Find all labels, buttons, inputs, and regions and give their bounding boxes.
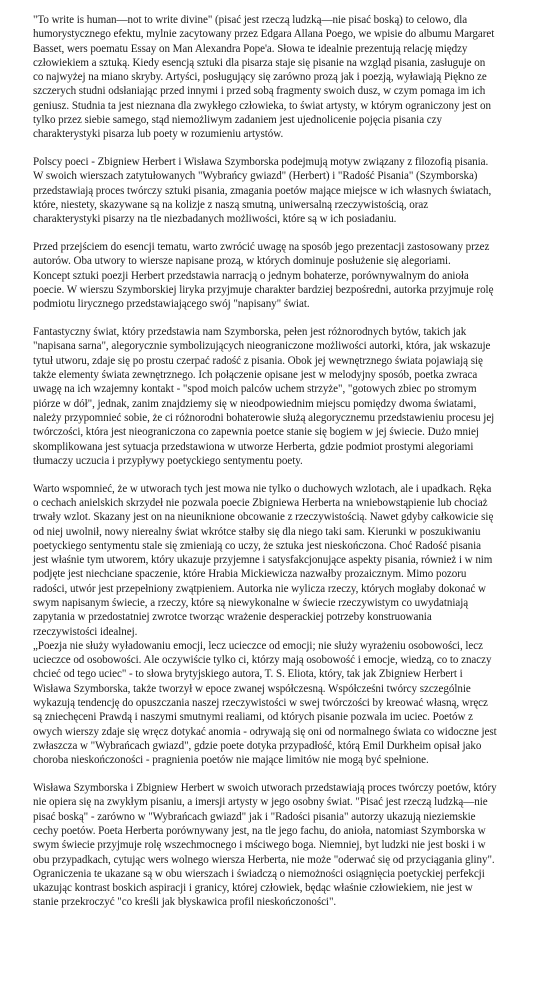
text-line: są zniechęceni Prawdą i naszymi smutnymi realiami, od których pisanie pozwala im uciec. Poetów z (33, 711, 474, 724)
text-line: ucieczce od osobowości. Ale oczywiście tylko ci, którzy mają osobowość i emocje, wiedzą, co to znaczy (33, 654, 492, 667)
text-line: Polscy poeci - Zbigniew Herbert i Wisława Szymborska podejmują motyw związany z filozofią pisania. (33, 156, 489, 169)
text-line: szczerych studni odsłaniając przed innymi i przed sobą fragmenty swoich dusz, w czym pomaga im ich (33, 85, 486, 98)
paragraph (33, 639, 543, 768)
text-line: co najwyżej na miano skryby. Artyści, posługujący się zarówno prozą jak i poezją, wyławiają Piękno ze (33, 71, 487, 84)
text-line: charakterystyki pisarzy na tle niezbadanych możliwości, które są w ich posiadaniu. (33, 213, 397, 226)
paragraph (33, 781, 543, 910)
text-line: charakterystyki pisarza lub poety w rozumieniu artystów. (33, 128, 284, 141)
text-line: "To write is human—not to write divine" (pisać jest rzeczą ludzką—nie pisać boską) to celowo, dla (33, 14, 468, 26)
text-line: geniusz. Studnia ta jest nieznana dla zwykłego człowieka, to świat artysty, w którym ograniczony jest on (33, 99, 491, 112)
text-line: rzeczywistości idealnej. (33, 625, 138, 638)
paragraph (33, 240, 543, 311)
text-line: Wisława Szymborska i Zbigniew Herbert w swoich utworach przedstawiają proces twórczy poetów, który (33, 782, 497, 795)
text-line: swym napisanym świecie, a rzeczy, które są niewykonalne w świecie rzeczywistym co uwydatniają (33, 596, 469, 609)
text-line: Fantastyczny świat, który przedstawia nam Szymborska, pełen jest różnorodnych bytów, takich jak (33, 326, 467, 339)
paragraph (33, 155, 543, 226)
text-line: zwłaszcza w "Wybrańcach gwiazd", gdzie poete dotyka przypadłość, którą Emil Durkheim opisał jako (33, 739, 482, 752)
text-line: tylko przez siebie samego, stąd niemożliwym zadaniem jest ujednolicenie pojęcia pisania czy (33, 114, 442, 127)
paragraph (33, 325, 543, 468)
text-line: twórczości, która jest nieograniczona co zapewnia poetce stanie się bogiem w jej świecie. Dużo mniej (33, 426, 479, 439)
text-line: człowiekiem a sztuką. Kiedy esencją sztuki dla pisarza staje się pisanie na wzgląd pisania, zasługuje on (33, 56, 486, 69)
text-line: pisać boską" - zarówno w "Wybrańcach gwiazd" jak i "Radości pisania" autorzy ukazują nieziemskie (33, 810, 476, 823)
text-line: poetyckiego sentymentu stale się zmieniają co uczy, że sztuka jest nieskończona. Choć Radość pisania (33, 539, 481, 552)
text-line: uwagę na ich wzajemny kontakt - "spod moich palców uchem strzyże", "gotowych zbiec po stromym (33, 383, 477, 396)
text-line: autorów. Oba utwory to wiersze napisane prozą, w których dominuje posłużenie się alegoriami. (33, 255, 451, 268)
text-line: choroba nieskończoności - pragnienia poetów nie mające limitów nie mogą być spełnione. (33, 754, 429, 767)
text-line: Koncept sztuki poezji Herbert przedstawia narracją o jednym bohaterze, porównywalnym do anioła (33, 269, 469, 282)
text-line: Warto wspomnieć, że w utworach tych jest mowa nie tylko o duchowych wzlotach, ale i upadkach. Ręka (33, 482, 492, 495)
text-line: przedstawiają proces twórczy sztuki pisania, zmagania poetów mające miejsce w ich własnych światach, (33, 184, 492, 197)
text-line: które, niestety, skazywane są na kolizje z naszą smutną, uniwersalną rzeczywistością, oraz (33, 199, 429, 212)
text-line: cechy poetów. Poeta Herberta porównywany jest, na tle jego fachu, do anioła, natomiast Szymborska w (33, 824, 486, 837)
text-line: stanie przekroczyć "co kreśli jak błyskawica profil nieskończoności". (33, 896, 337, 909)
text-line: Basset, wers poematu Essay on Man Alexandra Pope'a. Słowa te idealnie prezentują relację między (33, 42, 468, 55)
text-line: radości, utwór jest przepełniony zwątpieniem. Autorka nie wylicza rzeczy, których mogłaby dokonać w (33, 582, 486, 595)
text-line: ukazując kontrast boskich aspiracji i granicy, której człowiek, będąc właśnie człowiekiem, nie jest w (33, 882, 473, 895)
text-line: o cechach anielskich skrzydeł nie pozwala poecie Zbigniewa Herberta na wniebowstąpienie lub chociaż (33, 496, 488, 509)
text-line: wykazują tendencję do opuszczania naszej rzeczywistości w swej twórczości by kreować własną, wręcz (33, 697, 488, 710)
text-line: obu przypadkach, cytując wers wolnego wiersza Herberta, nie może "oderwać się od przyciągania gliny". (33, 853, 495, 866)
text-line: tłumaczy uczucia i przypływy poetyckiego sentymentu poety. (33, 454, 303, 467)
text-line: poecie. W wierszu Szymborskiej liryka przyjmuje charakter bardziej bezpośredni, autorka przyjmuje rolę (33, 284, 494, 297)
paragraph (33, 13, 543, 142)
text-line: „Poezja nie służy wyładowaniu emocji, lecz ucieczce od emocji; nie służy wyrażeniu osobowości, lecz (33, 639, 483, 652)
text-line: zapytania w przedostatniej zwrotce tworząc wrażenie desperackiej potrzeby konstruowania (33, 611, 432, 624)
text-line: nie opiera się na zwykłym pisaniu, a imersji artysty w jego osobny świat. "Pisać jest rzeczą ludzką—nie (33, 796, 488, 809)
text-line: W swoich wierszach zatytułowanych "Wybrańcy gwiazd" (Herbert) i "Radość Pisania" (Szymborska) (33, 170, 478, 183)
text-line: także elementy świata zewnętrznego. Ich połączenie opisane jest w melodyjny sposób, poetka zwraca (33, 369, 478, 382)
paragraph (33, 482, 543, 639)
text-line: owych wierszy zdaje się wręcz dotykać anomia - odrywają się oni od normalnego świata co widoczne jest (33, 725, 497, 738)
text-line: jest właśnie tym utworem, który ukazuje przyjemne i satysfakcjonujące aspekty pisania, również i w nim (33, 554, 493, 567)
text-line: piórze w dół", jednak, zanim znajdziemy się w nieodpowiednim miejscu pomiędzy dwoma światami, (33, 397, 477, 410)
text-line: trwały wzlot. Skazany jest on na nieuniknione obcowanie z rzeczywistością. Nawet gdyby całkowicie się (33, 511, 494, 524)
text-line: Ograniczenia te ukazane są w obu wierszach i świadczą o niemożności osiągnięcia poetyckiej perfekcji (33, 867, 485, 880)
text-line: chcieć od tego uciec" - to słowa brytyjskiego autora, T. S. Eliota, który, tak jak Zbigniew Herbert i (33, 668, 463, 681)
text-line: Wisława Szymborska, także tworzył w epoce zwanej współczesną. Współcześni twórcy szczególnie (33, 682, 471, 695)
text-line: podjęte jest niechciane spaczenie, które Hrabia Mickiewicza nazwałby prozaicznym. Mimo pozoru (33, 568, 467, 581)
text-line: należy przypomnieć sobie, że ci różnorodni bohaterowie służą alegorycznemu przedstawieniu procesu jej (33, 411, 495, 424)
text-line: od niej uwolnił, nowy nierealny świat wkrótce stałby się dla niego taki sam. Kierunki w poszukiwaniu (33, 525, 481, 538)
text-line: tytuł utworu, zdaje się po prostu czerpać radość z pisania. Obok jej wewnętrznego świata pojawiają się (33, 354, 483, 367)
text-line: podmiotu lirycznego przedstawiającego swój "napisany" świat. (33, 298, 310, 311)
text-line: humorystycznego efektu, mylnie zacytowany przez Edgara Allana Poego, we wpisie do albumu Margaret (33, 28, 495, 41)
text-line: Przed przejściem do esencji tematu, warto zwrócić uwagę na sposób jego prezentacji zastosowany przez (33, 241, 490, 254)
text-line: swym świecie przyjmuje rolę wszechmocnego i mściwego boga. Niemniej, byt ludzki nie jest boski i w (33, 839, 486, 852)
text-line: "napisana sarna", alegorycznie symbolizujących nieograniczone możliwości autorki, która, jak wskazuje (33, 340, 491, 353)
text-line: skomplikowana jest sytuacja przedstawiona w utworze Herberta, gdzie podmiot prostymi alegoriami (33, 440, 474, 453)
